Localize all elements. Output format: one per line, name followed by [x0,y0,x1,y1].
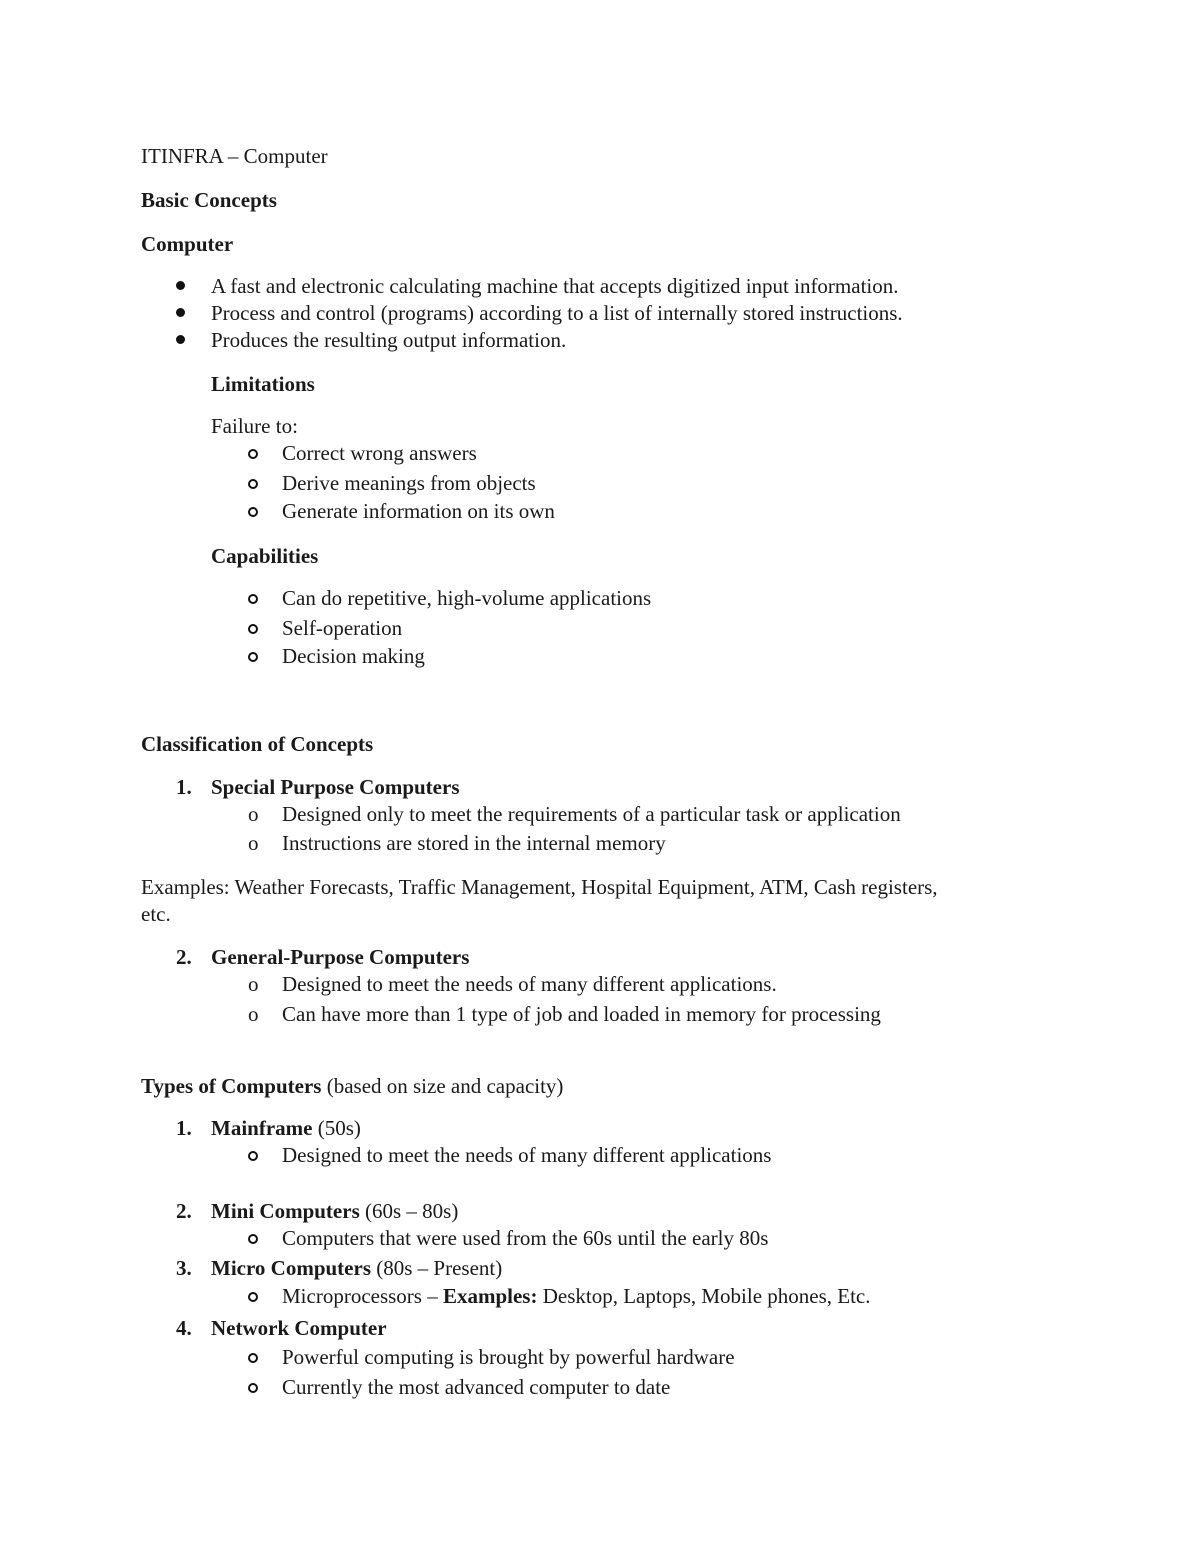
capability-item-1: Can do repetitive, high-volume applications [282,586,652,610]
examples-line-2: etc. [141,902,171,926]
computer-bullet-3: Produces the resulting output information. [211,328,567,352]
network-item-1: Powerful computing is brought by powerful hardware [282,1345,735,1369]
types-heading-line [141,1073,563,1099]
network-item-2: Currently the most advanced computer to date [282,1375,671,1399]
mini-note: (60s – 80s) [365,1199,459,1223]
examples-line-1: Examples: Weather Forecasts, Traffic Management, Hospital Equipment, ATM, Cash registers, [141,875,938,899]
micro-item-examples-label: Examples: [442,1284,538,1308]
limitations-heading: Limitations [211,372,315,396]
mainframe-title: Mainframe [211,1116,313,1140]
capabilities-heading: Capabilities [211,544,319,568]
document-title: ITINFRA – Computer [141,144,328,168]
hollow-bullet-icon [248,1292,258,1302]
mini-line [211,1198,458,1224]
special-purpose-title: Special Purpose Computers [211,775,460,799]
hollow-bullet-icon [248,1151,258,1161]
list-number: 1. [176,1116,192,1140]
special-item-2: Instructions are stored in the internal memory [282,831,666,855]
types-heading-note: (based on size and capacity) [326,1074,564,1098]
special-item-1: Designed only to meet the requirements of a particular task or application [282,802,901,826]
computer-bullet-1: A fast and electronic calculating machine that accepts digitized input information. [211,274,899,298]
bullet-icon [176,308,185,317]
list-number: 3. [176,1256,192,1280]
computer-bullet-2: Process and control (programs) according to a list of internally stored instructions. [211,301,903,325]
types-heading: Types of Computers [141,1074,322,1098]
micro-item-rest: Desktop, Laptops, Mobile phones, Etc. [537,1284,871,1308]
micro-title: Micro Computers [211,1256,371,1280]
list-number: 2. [176,1199,192,1223]
capability-item-2: Self-operation [282,616,403,640]
list-number: 1. [176,775,192,799]
hollow-bullet-icon [248,624,258,634]
network-title: Network Computer [211,1316,387,1340]
mini-title: Mini Computers [211,1199,360,1223]
limitation-item-3: Generate information on its own [282,499,555,523]
limitation-item-1: Correct wrong answers [282,441,477,465]
o-bullet-icon: o [248,1002,259,1026]
hollow-bullet-icon [248,449,258,459]
micro-item-prefix: Microprocessors – [282,1284,443,1308]
o-bullet-icon: o [248,972,259,996]
limitations-intro: Failure to: [211,414,298,438]
general-item-2: Can have more than 1 type of job and loaded in memory for processing [282,1002,881,1026]
hollow-bullet-icon [248,1353,258,1363]
hollow-bullet-icon [248,507,258,517]
list-number: 4. [176,1316,192,1340]
classification-heading: Classification of Concepts [141,732,374,756]
hollow-bullet-icon [248,479,258,489]
limitation-item-2: Derive meanings from objects [282,471,536,495]
list-number: 2. [176,945,192,969]
mainframe-line [211,1115,361,1141]
micro-note: (80s – Present) [376,1256,503,1280]
mini-item-1: Computers that were used from the 60s until the early 80s [282,1226,769,1250]
bullet-icon [176,335,185,344]
computer-heading: Computer [141,232,234,256]
general-item-1: Designed to meet the needs of many different applications. [282,972,777,996]
general-purpose-title: General-Purpose Computers [211,945,470,969]
mainframe-note: (50s) [317,1116,361,1140]
o-bullet-icon: o [248,802,259,826]
basic-concepts-heading: Basic Concepts [141,188,277,212]
hollow-bullet-icon [248,652,258,662]
micro-item-1 [282,1283,871,1309]
bullet-icon [176,281,185,290]
o-bullet-icon: o [248,831,259,855]
mainframe-item-1: Designed to meet the needs of many different applications [282,1143,772,1167]
hollow-bullet-icon [248,1234,258,1244]
hollow-bullet-icon [248,1383,258,1393]
micro-line [211,1255,502,1281]
capability-item-3: Decision making [282,644,425,668]
hollow-bullet-icon [248,594,258,604]
